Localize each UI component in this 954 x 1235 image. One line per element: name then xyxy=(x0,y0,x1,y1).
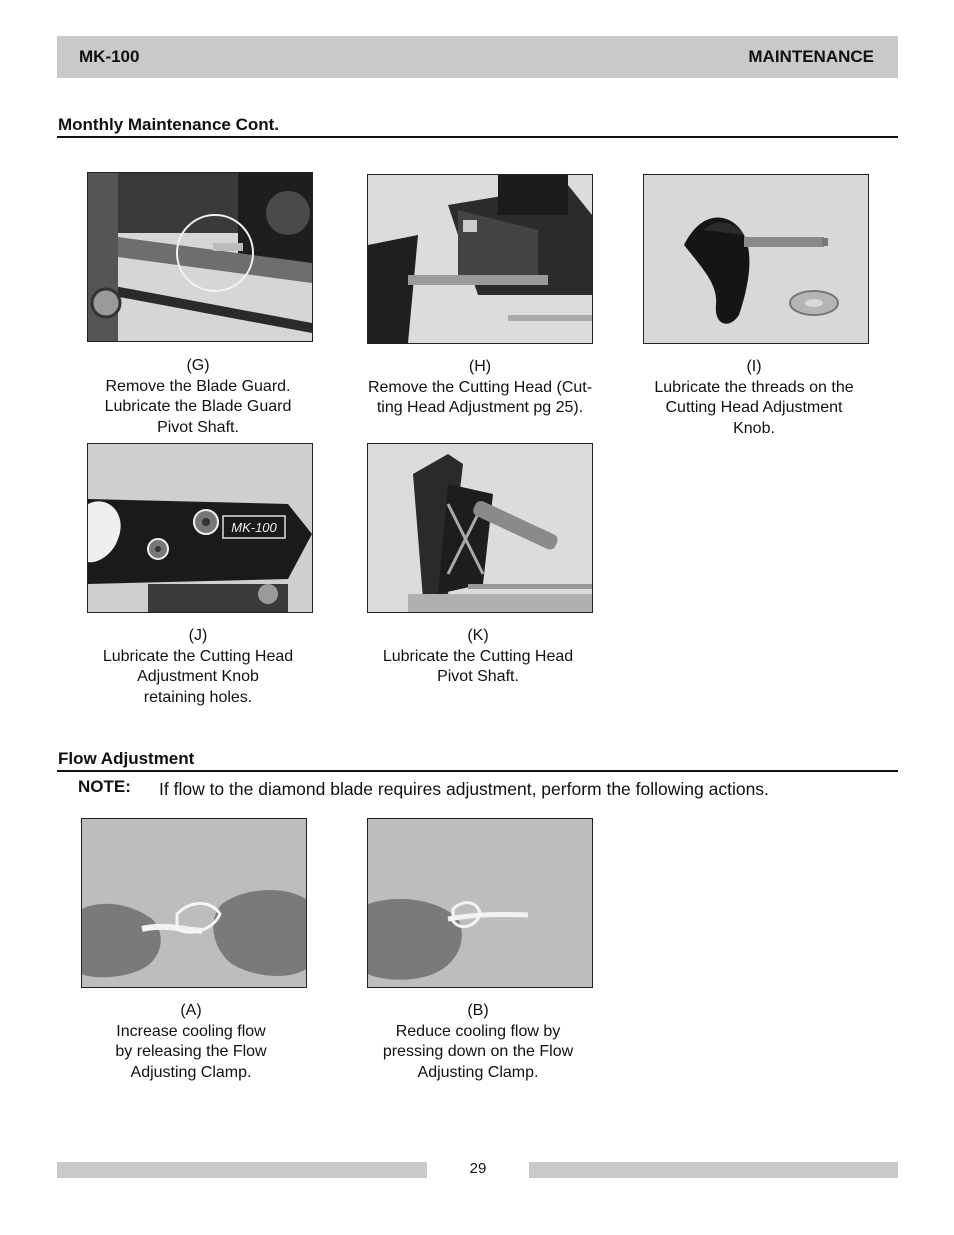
caption-k: (K) Lubricate the Cutting Head Pivot Shaft. xyxy=(382,627,574,685)
page-number: 29 xyxy=(469,1160,487,1177)
photo-cutting-head xyxy=(367,174,593,344)
photo-increase-flow xyxy=(81,818,307,988)
caption-b: (B) Reduce cooling flow by pressing down on the Flow Adjusting Clamp. xyxy=(382,1002,574,1081)
caption-j: (J) Lubricate the Cutting Head Adjustment Knob retaining holes. xyxy=(102,627,294,706)
section-rule xyxy=(57,770,898,772)
footer-bar-left xyxy=(57,1162,427,1178)
page-header-bar xyxy=(57,36,898,78)
mk-100-logo-text: MK-100 xyxy=(231,520,277,535)
photo-reduce-flow xyxy=(367,818,593,988)
caption-a: (A) Increase cooling flow by releasing the Flow Adjusting Clamp. xyxy=(115,1002,267,1081)
photo-blade-guard xyxy=(87,172,313,342)
caption-h: (H) Remove the Cutting Head (Cut- ting Head Adjustment pg 25). xyxy=(367,358,593,416)
caption-g: (G) Remove the Blade Guard. Lubricate the Blade Guard Pivot Shaft. xyxy=(104,357,292,436)
photo-adjustment-knob xyxy=(643,174,869,344)
note-label: NOTE: xyxy=(78,777,131,796)
flow-adjustment-title: Flow Adjustment xyxy=(58,749,195,768)
section-name: MAINTENANCE xyxy=(748,47,874,66)
caption-i: (I) Lubricate the threads on the Cutting Head Adjustment Knob. xyxy=(654,358,854,437)
photo-cutting-head-pivot xyxy=(367,443,593,613)
footer-bar-right xyxy=(529,1162,898,1178)
monthly-maintenance-title: Monthly Maintenance Cont. xyxy=(58,115,279,134)
note-text: If flow to the diamond blade requires adjustment, perform the following actions. xyxy=(159,779,769,799)
photo-knob-retaining-holes xyxy=(87,443,313,613)
model-name: MK-100 xyxy=(79,47,140,66)
section-rule xyxy=(57,136,898,138)
